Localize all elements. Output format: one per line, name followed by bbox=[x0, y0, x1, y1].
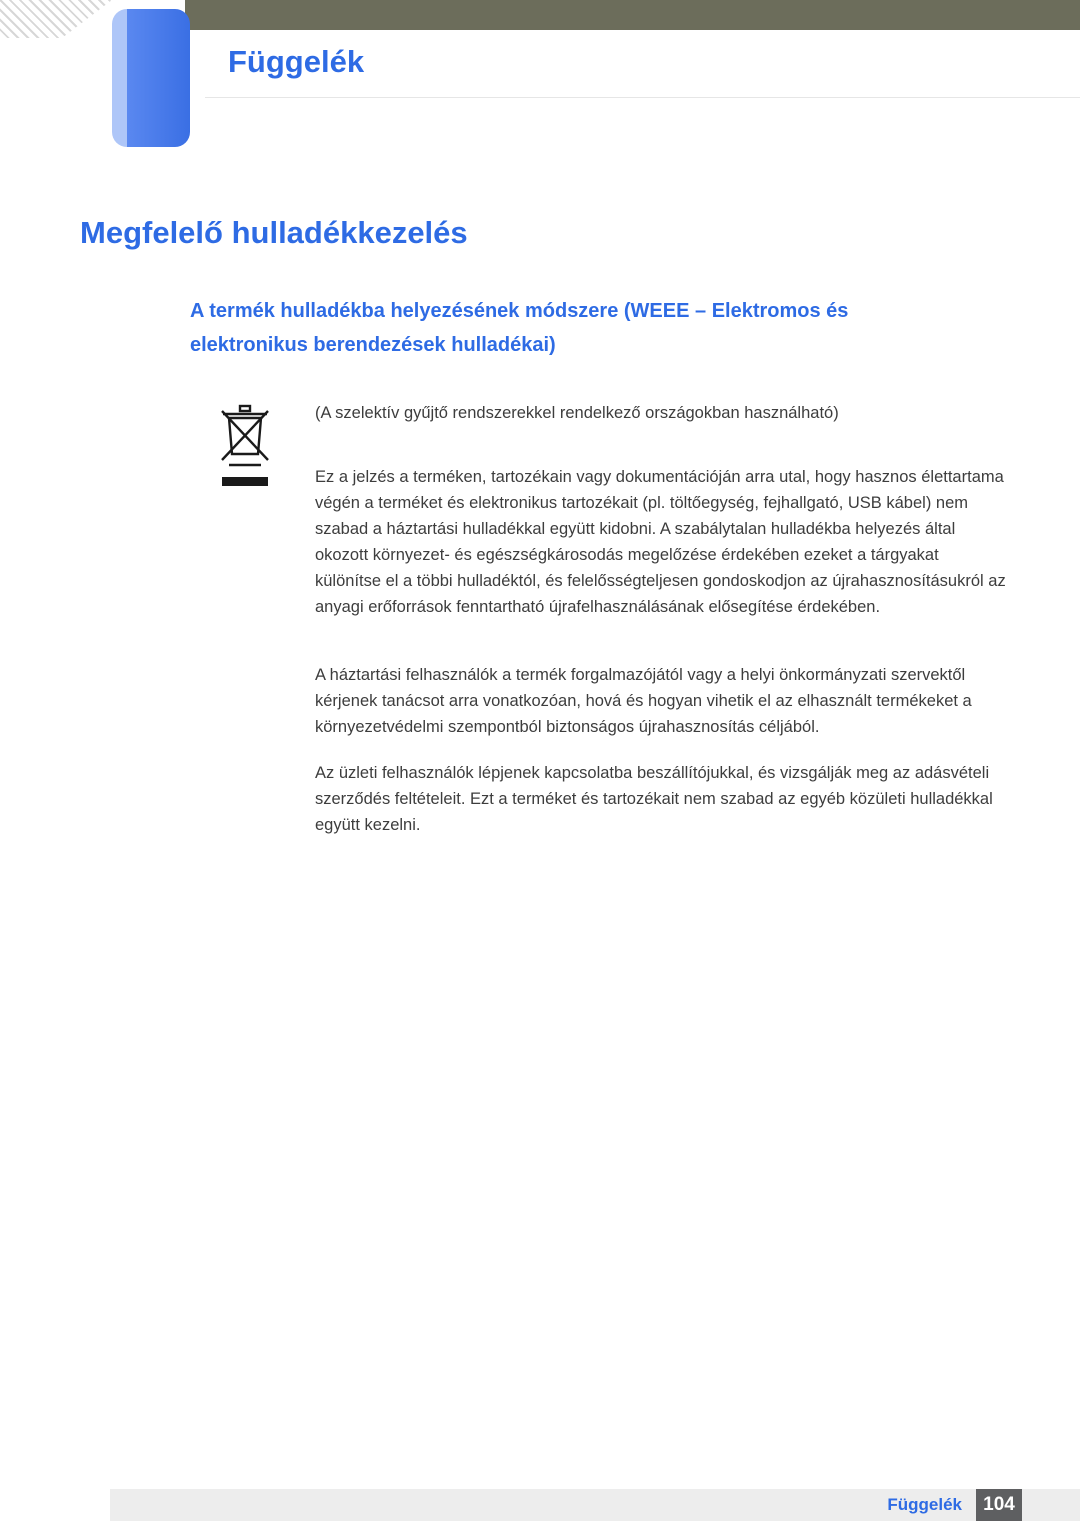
page-footer bbox=[110, 1489, 1080, 1521]
subsection-title-line-2: elektronikus berendezések hulladékai) bbox=[190, 334, 556, 356]
paragraph-household-users: A háztartási felhasználók a termék forgalmazójától vagy a helyi önkormányzati szervektől kérjenek tanácsot arra vonatkozóan, hová és hogyan vihetik el az elhasznált termékeket a környezetvédelmi szempontból biztonságos újrahasznosítás céljából. bbox=[315, 666, 972, 736]
footer-chapter-label: Függelék bbox=[887, 1495, 962, 1514]
weee-crossed-out-wheeled-bin-icon bbox=[216, 402, 274, 496]
subsection-title bbox=[190, 294, 848, 362]
body-text-column bbox=[315, 400, 1007, 838]
paragraph-business-users: Az üzleti felhasználók lépjenek kapcsolatba beszállítójukkal, és vizsgálják meg az adásvételi szerződés feltételeit. Ezt a terméket és tartozékait nem szabad az egyéb közületi hulladékkal együtt kezelni. bbox=[315, 764, 993, 834]
header-bar bbox=[185, 0, 1080, 30]
subsection-title-line-1: A termék hulladékba helyezésének módszere (WEEE – Elektromos és bbox=[190, 300, 849, 322]
header-divider bbox=[205, 97, 1080, 98]
section-title: Megfelelő hulladékkezelés bbox=[80, 215, 468, 250]
chapter-tab-graphic bbox=[112, 9, 190, 147]
chapter-title: Függelék bbox=[228, 44, 365, 79]
corner-hatch-decoration bbox=[0, 0, 112, 38]
paragraph-disposal-rules: Ez a jelzés a terméken, tartozékain vagy dokumentációján arra utal, hogy hasznos élettartama végén a terméket és elektronikus tartozékait (pl. töltőegység, fejhallgató, USB kábel) nem szabad a háztartási hulladékkal együtt kidobni. A szabálytalan hulladékba helyezés által okozott környezet- és egészségkárosodás megelőzése érdekében ezeket a tárgyakat különítse el a többi hulladéktól, és felelősségteljesen gondoskodjon az újrahasznosításukról az anyagi erőforrások fenntartható újrafelhasználásának elősegítése érdekében. bbox=[315, 468, 1006, 616]
selective-collection-note: (A szelektív gyűjtő rendszerekkel rendelkező országokban használható) bbox=[315, 404, 839, 422]
page-number-badge: 104 bbox=[976, 1489, 1022, 1521]
